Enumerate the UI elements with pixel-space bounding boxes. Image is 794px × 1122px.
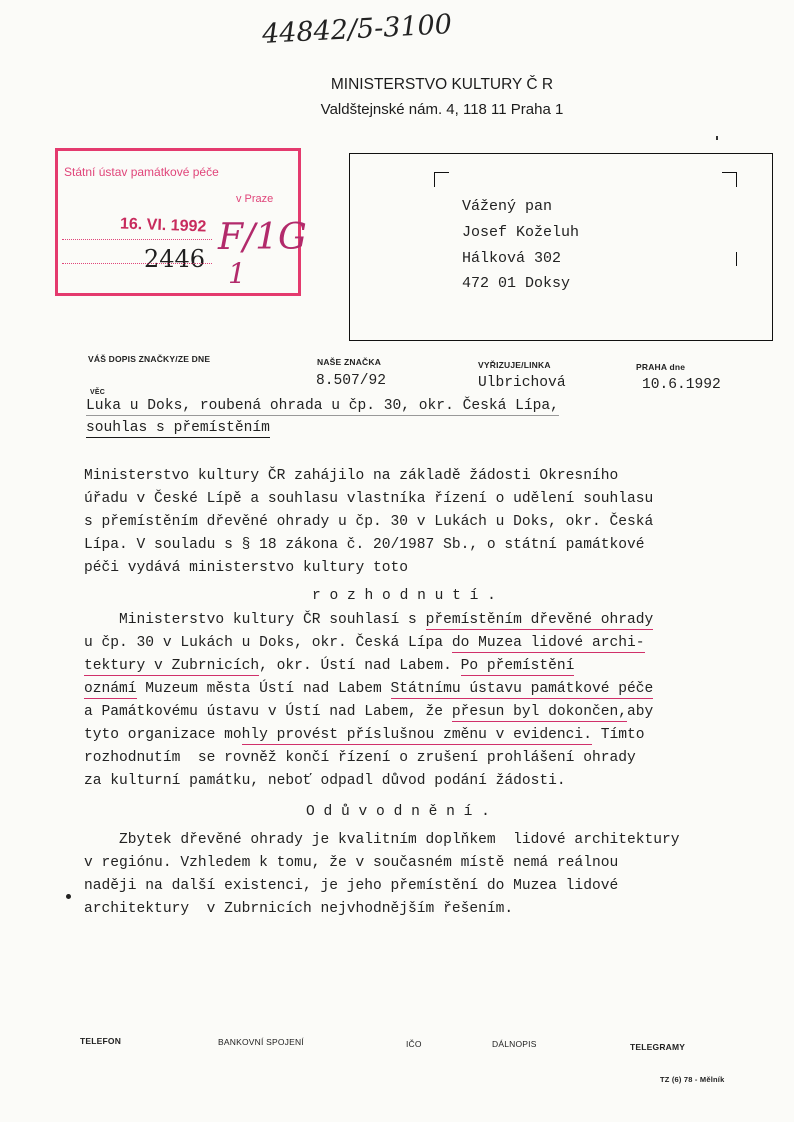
corner-mark-top-left (434, 172, 449, 187)
subject-label: VĚC (90, 389, 105, 396)
stamp-number: 2446 (144, 245, 206, 273)
stamp-handwritten-sub: 1 (228, 257, 246, 290)
margin-tick (716, 136, 718, 140)
stamp-handwritten-mark: F/1G (218, 217, 307, 258)
letter-date: 10.6.1992 (642, 377, 721, 393)
recipient-line: Josef Koželuh (462, 224, 580, 241)
highlight: přemístěním dřevěné ohrady (425, 612, 654, 628)
footer-ico: IČO (406, 1039, 422, 1049)
footer-bank: BANKOVNÍ SPOJENÍ (218, 1037, 304, 1047)
intro-line: s přemístěním dřevěné ohrady u čp. 30 v Lukách u Doks, okr. Česká (84, 514, 654, 530)
handled-by-value: Ulbrichová (478, 375, 566, 391)
recipient-box (349, 153, 773, 341)
stamp-date-line (62, 239, 212, 240)
stamp-city: v Praze (236, 193, 274, 205)
our-ref-value: 8.507/92 (316, 373, 387, 389)
decision-paragraph (84, 612, 764, 812)
highlight: oznámí (84, 681, 137, 697)
stamp-date: 16. VI. 1992 (119, 215, 207, 236)
margin-dot (66, 894, 71, 899)
recipient-line: Hálková 302 (462, 250, 562, 267)
registration-stamp (55, 148, 307, 296)
place-date-label: PRAHA dne (636, 362, 686, 372)
ministry-address: Valdštejnské nám. 4, 118 11 Praha 1 (320, 101, 564, 118)
decision-line: a Památkovému ústavu v Ústí nad Labem, že přesun byl dokončen,aby (84, 704, 654, 720)
subject-text: souhlas s přemístěním (86, 420, 270, 436)
highlight: Po přemístění (460, 658, 575, 674)
ministry-name: MINISTERSTVO KULTURY Č R (330, 76, 554, 93)
decision-line: Ministerstvo kultury ČR souhlasí s přemístěním dřevěné ohrady (84, 612, 654, 628)
footer-telefon: TELEFON (80, 1036, 122, 1046)
handled-by-label: VYŘIZUJE/LINKA (478, 360, 551, 370)
highlight: Státnímu ústavu památkové péče (390, 681, 654, 697)
intro-line: úřadu v České Lípě a souhlasu vlastníka řízení o udělení souhlasu (84, 491, 654, 507)
stamp-institution: Státní ústav památkové péče (64, 165, 219, 179)
decision-line: oznámí Muzeum města Ústí nad Labem Státnímu ústavu památkové péče (84, 681, 654, 697)
decision-line: u čp. 30 v Lukách u Doks, okr. Česká Lípa do Muzea lidové archi- (84, 635, 645, 651)
recipient-line: Vážený pan (462, 198, 553, 215)
reasoning-heading: O d ů v o d n ě n í . (306, 804, 490, 820)
reasoning-line: Zbytek dřevěné ohrady je kvalitním doplňkem lidové architektury (84, 832, 680, 848)
reasoning-line: naději na další existenci, je jeho přemístění do Muzea lidové (84, 878, 619, 894)
decision-line: rozhodnutím se rovněž končí řízení o zrušení prohlášení ohrady (84, 750, 636, 766)
print-code: TZ (6) 78 - Mělník (660, 1075, 725, 1084)
intro-line: Lípa. V souladu s § 18 zákona č. 20/1987 Sb., o státní památkové (84, 537, 645, 553)
intro-line: Ministerstvo kultury ČR zahájilo na základě žádosti Okresního (84, 468, 619, 484)
your-letter-label: VÁŠ DOPIS ZNAČKY/ZE DNE (88, 354, 211, 364)
intro-line: péči vydává ministerstvo kultury toto (84, 560, 409, 576)
handwritten-reference: 44842/5-3100 (261, 9, 453, 50)
highlight: hly provést příslušnou změnu v evidenci. (241, 727, 592, 743)
reasoning-line: v regiónu. Vzhledem k tomu, že v současném místě nemá reálnou (84, 855, 619, 871)
subject-text: Luka u Doks, roubená ohrada u čp. 30, okr. Česká Lípa, (86, 398, 559, 414)
subject-line-2 (86, 420, 270, 436)
stamp-number-line (62, 263, 212, 264)
corner-mark-top-right (722, 172, 737, 187)
corner-mark-bottom-right (722, 252, 737, 266)
decision-line: tyto organizace mohly provést příslušnou změnu v evidenci. Tímto (84, 727, 645, 743)
decision-line: za kulturní památku, neboť odpadl důvod podání žádosti. (84, 773, 566, 789)
footer-telegramy: TELEGRAMY (630, 1042, 686, 1052)
decision-heading: r o z h o d n u t í . (312, 588, 496, 604)
decision-line: tektury v Zubrnicích, okr. Ústí nad Labem. Po přemístění (84, 658, 575, 674)
reasoning-paragraph (84, 832, 764, 932)
our-ref-label: NAŠE ZNAČKA (317, 357, 382, 367)
footer-dalnopis: DÁLNOPIS (492, 1039, 537, 1049)
highlight: přesun byl dokončen, (451, 704, 627, 720)
intro-paragraph (84, 468, 764, 588)
highlight: tektury v Zubrnicích (84, 658, 260, 674)
subject-line-1 (86, 398, 559, 414)
recipient-line: 472 01 Doksy (462, 275, 571, 292)
reasoning-line: architektury v Zubrnicích nejvhodnějším řešením. (84, 901, 514, 917)
highlight: do Muzea lidové archi- (451, 635, 645, 651)
